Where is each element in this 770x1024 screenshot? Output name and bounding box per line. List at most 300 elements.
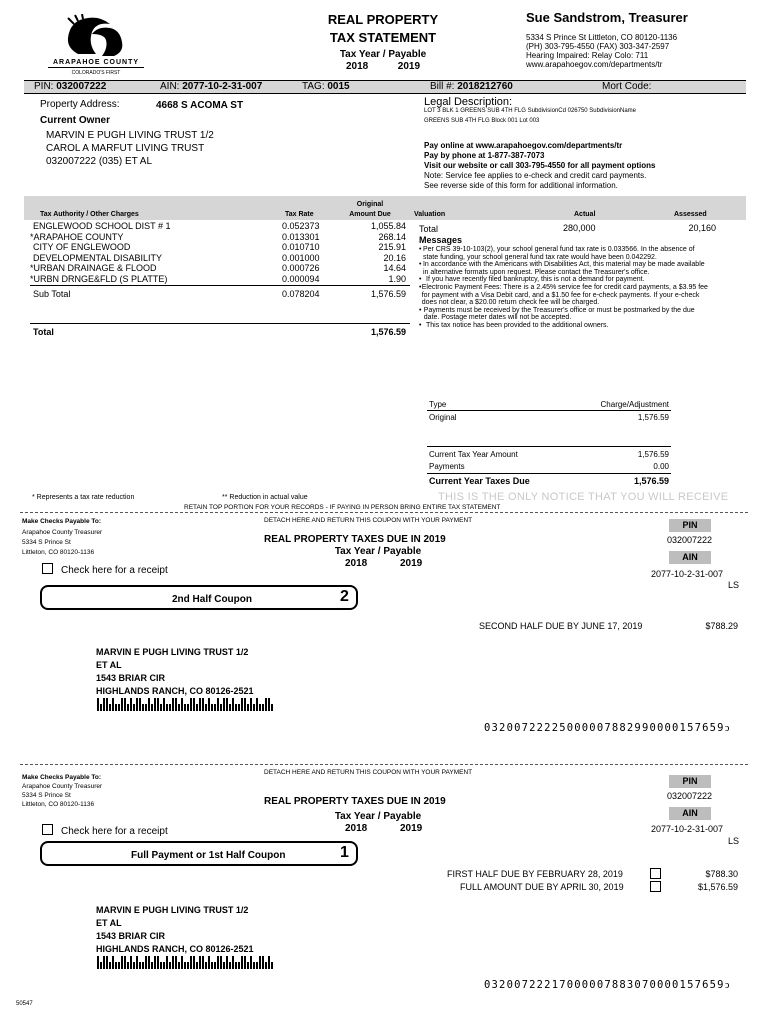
coupon2-pin: 032007222 bbox=[667, 535, 713, 545]
coupon2-tax-year-label: Tax Year / Payable bbox=[334, 546, 422, 557]
tax-rate: 0.000726 bbox=[282, 263, 320, 273]
barcode-bar bbox=[226, 698, 228, 711]
retain-notice: RETAIN TOP PORTION FOR YOUR RECORDS - IF PAYING IN PERSON BRING ENTIRE TAX STATEMENT bbox=[184, 504, 501, 511]
message-item: • This tax notice has been provided to the additional owners. bbox=[419, 321, 609, 329]
barcode-bar bbox=[124, 956, 126, 969]
barcode-bar bbox=[217, 698, 219, 711]
amount-due: 14.64 bbox=[383, 263, 406, 273]
coupon1-scanline: 03200722217000007883070000157659ↄ bbox=[484, 979, 731, 991]
coupon1-detach: DETACH HERE AND RETURN THIS COUPON WITH YOUR PAYMENT bbox=[264, 769, 473, 776]
summary-original-value: 1,576.59 bbox=[637, 413, 669, 422]
coupon2-due-amount: $788.29 bbox=[705, 621, 738, 631]
treasurer-website: www.arapahoegov.com/departments/tr bbox=[526, 60, 663, 69]
message-item: • Electronic Payment Fees: There is a 2.45% service fee for credit card payments, a $3.95 fee for payment with a Visa Debit card, and a $1.50 fee for e-check payments. If your e-check does not clear, a $20.00 return check fee will be charged. bbox=[419, 284, 711, 307]
barcode-bar bbox=[166, 704, 168, 711]
barcode-bar bbox=[130, 698, 132, 711]
barcode-bar bbox=[226, 956, 228, 969]
barcode-bar bbox=[97, 698, 99, 711]
barcode-bar bbox=[127, 704, 129, 711]
barcode-bar bbox=[118, 704, 120, 711]
coupon2-receipt-label: Check here for a receipt bbox=[61, 565, 168, 576]
barcode-bar bbox=[235, 704, 237, 711]
message-text: If you have recently filed bankruptcy, this is not a demand for payment. bbox=[426, 276, 645, 284]
barcode-bar bbox=[178, 962, 180, 969]
coupon2-scanline: 03200722225000007882990000157659ↄ bbox=[484, 722, 731, 734]
message-text: Payments must be received by the Treasurer's office or must be postmarked by the due date. Postage meter dates will not be accepted. bbox=[423, 306, 695, 322]
summary-original-label: Original bbox=[429, 413, 457, 422]
payable-year: 2019 bbox=[397, 61, 421, 72]
barcode-bar bbox=[190, 956, 192, 969]
col-amount-due: Amount Due bbox=[349, 211, 391, 218]
payments-value: 0.00 bbox=[653, 462, 669, 471]
barcode-bar bbox=[160, 962, 162, 969]
barcode-bar bbox=[241, 698, 243, 711]
table-row bbox=[30, 274, 410, 285]
col-valuation: Valuation bbox=[414, 211, 446, 218]
charges-table bbox=[30, 221, 410, 284]
coupon2-payee-1: Arapahoe County Treasurer bbox=[22, 529, 103, 536]
taxes-due-value: 1,576.59 bbox=[633, 476, 669, 486]
tax-year: 2018 bbox=[345, 61, 369, 72]
summary-charge-label: Charge/Adjustment bbox=[600, 400, 669, 409]
service-fee-note: Note: Service fee applies to e-check and credit card payments. bbox=[424, 171, 647, 180]
coupon1-payee-3: Littleton, CO 80120-1136 bbox=[22, 801, 95, 808]
barcode-bar bbox=[253, 704, 255, 711]
barcode-bar bbox=[169, 704, 171, 711]
county-logo bbox=[48, 14, 144, 76]
authority-name: *URBAN DRAINAGE & FLOOD bbox=[30, 263, 157, 273]
coupon1-full-checkbox[interactable] bbox=[650, 881, 661, 892]
coupon2-number: 2 bbox=[340, 588, 349, 605]
barcode-bar bbox=[262, 956, 264, 969]
coupon1-payable-year: 2019 bbox=[400, 823, 423, 834]
statement-title bbox=[298, 12, 468, 73]
bill-field bbox=[430, 81, 513, 93]
barcode-bar bbox=[256, 962, 258, 969]
owner-line-3: 032007222 (035) ET AL bbox=[46, 156, 153, 167]
mail-line-3: 1543 BRIAR CIR bbox=[96, 673, 166, 683]
barcode-bar bbox=[217, 956, 219, 969]
summary-rule-1 bbox=[427, 410, 671, 411]
col-assessed: Assessed bbox=[674, 211, 707, 218]
legal-description-label: Legal Description: bbox=[424, 96, 513, 108]
barcode-bar bbox=[151, 962, 153, 969]
barcode-bar bbox=[166, 956, 168, 969]
barcode-bar bbox=[265, 698, 267, 711]
messages-list bbox=[419, 246, 711, 330]
tax-rate: 0.010710 bbox=[282, 242, 320, 252]
barcode-bar bbox=[262, 704, 264, 711]
barcode-bar bbox=[205, 704, 207, 711]
barcode-bar bbox=[139, 698, 141, 711]
barcode-bar bbox=[115, 962, 117, 969]
barcode-bar bbox=[142, 962, 144, 969]
pay-options: Visit our website or call 303-795-4550 for all payment options bbox=[424, 161, 656, 170]
barcode-bar bbox=[157, 956, 159, 969]
barcode-bar bbox=[130, 956, 132, 969]
coupon2-ain-label: AIN bbox=[669, 551, 711, 564]
pin-label: PIN: bbox=[34, 81, 54, 92]
barcode-bar bbox=[250, 956, 252, 969]
coupon1-tax-year: 2018 bbox=[345, 823, 368, 834]
coupon2-payee-2: 5334 S Prince St bbox=[22, 539, 71, 546]
mort-code-label: Mort Code: bbox=[602, 81, 652, 92]
tag-value: 0015 bbox=[327, 81, 350, 92]
barcode-bar bbox=[151, 704, 153, 711]
barcode-bar bbox=[97, 956, 99, 969]
coupon2-receipt-checkbox[interactable] bbox=[42, 563, 53, 574]
barcode-bar bbox=[196, 962, 198, 969]
table-row bbox=[30, 242, 410, 253]
barcode-bar bbox=[169, 962, 171, 969]
coupon1-payee-2: 5334 S Prince St bbox=[22, 792, 71, 799]
coupon1-ls: LS bbox=[728, 836, 740, 846]
valuation-assessed: 20,160 bbox=[688, 223, 716, 233]
coupon1-postal-barcode bbox=[97, 956, 273, 969]
treasurer-block bbox=[526, 10, 756, 69]
coupon1-first-half-checkbox[interactable] bbox=[650, 868, 661, 879]
barcode-bar bbox=[187, 704, 189, 711]
barcode-bar bbox=[115, 704, 117, 711]
barcode-bar bbox=[229, 962, 231, 969]
barcode-bar bbox=[214, 704, 216, 711]
message-item: • If you have recently filed bankruptcy, this is not a demand for payment. bbox=[419, 276, 645, 284]
table-row bbox=[30, 253, 410, 264]
barcode-bar bbox=[223, 698, 225, 711]
barcode-bar bbox=[265, 962, 267, 969]
coupon2-box bbox=[40, 585, 358, 610]
subtotal-label: Sub Total bbox=[33, 289, 71, 299]
coupon1-ain-label: AIN bbox=[669, 807, 711, 820]
county-name: ARAPAHOE COUNTY bbox=[52, 59, 140, 66]
message-text: Electronic Payment Fees: There is a 2.45% service fee for credit card payments, a $3.95 fee for payment with a Visa Debit card, and a $1.50 fee for e-check payments. If your e-check does not clear, a $20.00 return check fee will be charged. bbox=[421, 283, 708, 307]
coupon2-mail-address bbox=[96, 646, 254, 698]
bill-label: Bill #: bbox=[430, 81, 455, 92]
coupon1-pin-label: PIN bbox=[669, 775, 711, 788]
barcode-bar bbox=[268, 956, 270, 969]
barcode-bar bbox=[106, 698, 108, 711]
owner-line-2: CAROL A MARFUT LIVING TRUST bbox=[46, 143, 205, 154]
taxes-due-label: Current Year Taxes Due bbox=[429, 476, 530, 486]
barcode-bar bbox=[133, 962, 135, 969]
barcode-bar bbox=[103, 698, 105, 711]
only-notice: THIS IS THE ONLY NOTICE THAT YOU WILL RECEIVE bbox=[438, 491, 729, 503]
barcode-bar bbox=[232, 956, 234, 969]
coupon1-full-amount: $1,576.59 bbox=[697, 882, 738, 892]
amount-due: 215.91 bbox=[378, 242, 406, 252]
form-number: 50547 bbox=[16, 1001, 33, 1007]
barcode-bar bbox=[145, 704, 147, 711]
barcode-bar bbox=[157, 698, 159, 711]
ain-label: AIN: bbox=[160, 81, 180, 92]
barcode-bar bbox=[190, 698, 192, 711]
barcode-bar bbox=[238, 962, 240, 969]
mail-line-2: ET AL bbox=[96, 660, 122, 670]
barcode-bar bbox=[220, 704, 222, 711]
barcode-bar bbox=[187, 962, 189, 969]
tax-rate: 0.000094 bbox=[282, 273, 320, 284]
barcode-bar bbox=[136, 956, 138, 969]
tax-rate: 0.001000 bbox=[282, 252, 320, 263]
barcode-bar bbox=[172, 698, 174, 711]
barcode-bar bbox=[109, 962, 111, 969]
barcode-bar bbox=[208, 956, 210, 969]
barcode-bar bbox=[268, 698, 270, 711]
barcode-bar bbox=[232, 698, 234, 711]
barcode-bar bbox=[250, 698, 252, 711]
coupon1-number: 1 bbox=[340, 844, 349, 861]
coupon2-heading: REAL PROPERTY TAXES DUE IN 2019 bbox=[264, 534, 446, 545]
barcode-bar bbox=[202, 956, 204, 969]
county-seal-icon bbox=[48, 14, 144, 60]
barcode-bar bbox=[121, 956, 123, 969]
barcode-bar bbox=[199, 698, 201, 711]
barcode-bar bbox=[247, 962, 249, 969]
barcode-bar bbox=[127, 962, 129, 969]
barcode-bar bbox=[100, 962, 102, 969]
coupon2-ls: LS bbox=[728, 580, 740, 590]
pin-value: 032007222 bbox=[56, 81, 107, 92]
coupon2-payee-3: Littleton, CO 80120-1136 bbox=[22, 549, 95, 556]
coupon1-label: Full Payment or 1st Half Coupon bbox=[131, 850, 286, 861]
barcode-bar bbox=[103, 956, 105, 969]
barcode-bar bbox=[211, 962, 213, 969]
ain-value: 2077-10-2-31-007 bbox=[182, 81, 263, 92]
barcode-bar bbox=[100, 704, 102, 711]
barcode-bar bbox=[112, 956, 114, 969]
message-text: Per CRS 39-10-103(2), your school general fund tax rate is 0.033566. In the absence of state funding, your school general fund tax rate would have been 0.042292. bbox=[422, 246, 695, 261]
barcode-bar bbox=[121, 698, 123, 711]
message-item: • In accordance with the Americans with Disabilities Act, this material may be made available in alternative formats upon request. Please contact the Treasurer's office. bbox=[419, 261, 711, 276]
tax-rate: 0.052373 bbox=[282, 221, 320, 231]
coupon1-box bbox=[40, 841, 358, 866]
coupon2-pin-label: PIN bbox=[669, 519, 711, 532]
barcode-bar bbox=[193, 698, 195, 711]
col-authority: Tax Authority / Other Charges bbox=[40, 211, 139, 218]
message-text: In accordance with the Americans with Disabilities Act, this material may be made available in alternative formats upon request. Please contact the Treasurer's office. bbox=[422, 261, 705, 276]
pin-field bbox=[34, 81, 106, 93]
tax-rate-reduction-note: * Represents a tax rate reduction bbox=[32, 494, 135, 501]
barcode-bar bbox=[148, 956, 150, 969]
pay-online: Pay online at www.arapahoegov.com/departments/tr bbox=[424, 141, 623, 150]
barcode-bar bbox=[118, 962, 120, 969]
mail-line-1: MARVIN E PUGH LIVING TRUST 1/2 bbox=[96, 647, 249, 657]
barcode-bar bbox=[271, 704, 273, 711]
coupon2-tax-year: 2018 bbox=[345, 558, 368, 569]
coupon1-first-half-line: FIRST HALF DUE BY FEBRUARY 28, 2019 bbox=[447, 869, 623, 879]
barcode-bar bbox=[178, 704, 180, 711]
barcode-bar bbox=[106, 956, 108, 969]
payment-info bbox=[424, 141, 754, 191]
current-owner-label: Current Owner bbox=[40, 115, 111, 126]
barcode-bar bbox=[181, 698, 183, 711]
col-actual: Actual bbox=[574, 211, 596, 218]
barcode-bar bbox=[205, 962, 207, 969]
title-line-1: REAL PROPERTY bbox=[327, 12, 439, 27]
table-row bbox=[30, 232, 410, 243]
coupon1-receipt-checkbox[interactable] bbox=[42, 824, 53, 835]
coupon2-postal-barcode bbox=[97, 698, 273, 711]
barcode-bar bbox=[133, 704, 135, 711]
coupon1-first-half-amount: $788.30 bbox=[705, 869, 738, 879]
mail-line-1: MARVIN E PUGH LIVING TRUST 1/2 bbox=[96, 905, 249, 915]
coupon2-ain: 2077-10-2-31-007 bbox=[651, 569, 724, 579]
barcode-bar bbox=[229, 704, 231, 711]
authority-name: *ARAPAHOE COUNTY bbox=[30, 231, 124, 242]
barcode-bar bbox=[184, 704, 186, 711]
table-row bbox=[30, 221, 410, 232]
payments-label: Payments bbox=[429, 462, 465, 471]
message-item: • Payments must be received by the Treasurer's office or must be postmarked by the due date. Postage meter dates will not be accepted. bbox=[419, 307, 711, 322]
treasurer-relay: Hearing Impaired: Relay Colo: 711 bbox=[526, 51, 649, 60]
barcode-bar bbox=[220, 956, 222, 969]
coupon2-payable-year: 2019 bbox=[400, 558, 423, 569]
treasurer-phone: (PH) 303-795-4550 (FAX) 303-347-2597 bbox=[526, 42, 670, 51]
barcode-bar bbox=[196, 704, 198, 711]
barcode-bar bbox=[193, 956, 195, 969]
barcode-bar bbox=[160, 704, 162, 711]
barcode-bar bbox=[235, 962, 237, 969]
barcode-bar bbox=[244, 698, 246, 711]
pay-phone: Pay by phone at 1-877-387-7073 bbox=[424, 151, 545, 160]
tag-label: TAG: bbox=[302, 81, 325, 92]
amount-due: 1,055.84 bbox=[370, 221, 406, 231]
authority-name: *URBN DRNGE&FLD (S PLATTE) bbox=[30, 273, 168, 284]
tax-rate: 0.013301 bbox=[282, 231, 320, 242]
summary-type-label: Type bbox=[429, 400, 447, 409]
barcode-bar bbox=[208, 698, 210, 711]
coupon1-checks-label: Make Checks Payable To: bbox=[22, 774, 101, 781]
coupon1-mail-address bbox=[96, 904, 254, 956]
barcode-bar bbox=[253, 962, 255, 969]
barcode-bar bbox=[181, 956, 183, 969]
detach-line-2 bbox=[20, 764, 748, 765]
total-amount: 1,576.59 bbox=[370, 327, 406, 337]
amount-due: 20.16 bbox=[383, 252, 406, 263]
barcode-bar bbox=[223, 962, 225, 969]
barcode-bar bbox=[244, 956, 246, 969]
total-label: Total bbox=[33, 327, 54, 337]
valuation-total-label: Total bbox=[419, 224, 439, 234]
col-rate: Tax Rate bbox=[285, 211, 314, 218]
coupon2-checks-label: Make Checks Payable To: bbox=[22, 518, 101, 525]
coupon2-detach: DETACH HERE AND RETURN THIS COUPON WITH YOUR PAYMENT bbox=[264, 517, 473, 524]
mail-line-4: HIGHLANDS RANCH, CO 80126-2521 bbox=[96, 686, 254, 696]
barcode-bar bbox=[136, 698, 138, 711]
mail-line-3: 1543 BRIAR CIR bbox=[96, 931, 166, 941]
coupon1-heading: REAL PROPERTY TAXES DUE IN 2019 bbox=[264, 796, 446, 807]
barcode-bar bbox=[148, 698, 150, 711]
barcode-bar bbox=[163, 962, 165, 969]
barcode-bar bbox=[256, 698, 258, 711]
col-original: Original bbox=[356, 201, 384, 208]
barcode-bar bbox=[271, 962, 273, 969]
treasurer-name: Sue Sandstrom, Treasurer bbox=[526, 10, 688, 25]
barcode-bar bbox=[247, 704, 249, 711]
ain-field bbox=[160, 81, 262, 93]
barcode-bar bbox=[259, 956, 261, 969]
barcode-bar bbox=[214, 962, 216, 969]
barcode-bar bbox=[139, 962, 141, 969]
authority-name: ENGLEWOOD SCHOOL DIST # 1 bbox=[33, 221, 171, 231]
actual-value-reduction-note: ** Reduction in actual value bbox=[222, 494, 308, 501]
subtotal-amount: 1,576.59 bbox=[370, 289, 406, 299]
message-text: This tax notice has been provided to the additional owners. bbox=[426, 321, 609, 329]
authority-name: CITY OF ENGLEWOOD bbox=[33, 242, 131, 252]
mail-line-2: ET AL bbox=[96, 918, 122, 928]
tag-field bbox=[302, 81, 350, 93]
barcode-bar bbox=[259, 704, 261, 711]
tax-year-values bbox=[298, 61, 468, 73]
see-reverse-note: See reverse side of this form for additional information. bbox=[424, 181, 618, 190]
current-tax-value: 1,576.59 bbox=[637, 450, 669, 459]
valuation-actual: 280,000 bbox=[563, 223, 596, 233]
treasurer-address: 5334 S Prince St Littleton, CO 80120-1136 bbox=[526, 33, 678, 42]
summary-rule-2 bbox=[427, 446, 671, 447]
legal-description-line-1: LOT 3 BLK 1 GREENS SUB 4TH FLG SubdivisionCd 026750 SubdivisionName bbox=[424, 108, 636, 114]
tax-year-label: Tax Year / Payable bbox=[339, 49, 427, 60]
barcode-bar bbox=[142, 704, 144, 711]
county-tagline: COLORADO'S FIRST bbox=[71, 70, 121, 76]
subtotal-rule bbox=[30, 285, 410, 286]
coupon2-label: 2nd Half Coupon bbox=[172, 594, 252, 605]
property-address-label: Property Address: bbox=[40, 99, 120, 110]
coupon2-due-line: SECOND HALF DUE BY JUNE 17, 2019 bbox=[479, 621, 643, 631]
barcode-bar bbox=[154, 698, 156, 711]
barcode-bar bbox=[184, 962, 186, 969]
barcode-bar bbox=[175, 698, 177, 711]
coupon1-ain: 2077-10-2-31-007 bbox=[651, 824, 724, 834]
amount-due: 268.14 bbox=[378, 231, 406, 242]
coupon1-tax-year-label: Tax Year / Payable bbox=[334, 811, 422, 822]
barcode-bar bbox=[154, 956, 156, 969]
barcode-bar bbox=[124, 698, 126, 711]
table-row bbox=[30, 263, 410, 274]
barcode-bar bbox=[145, 956, 147, 969]
logo-rule bbox=[48, 67, 144, 68]
barcode-bar bbox=[199, 956, 201, 969]
barcode-bar bbox=[238, 704, 240, 711]
property-address: 4668 S ACOMA ST bbox=[156, 100, 244, 111]
coupon1-payee-1: Arapahoe County Treasurer bbox=[22, 783, 103, 790]
message-item: • Per CRS 39-10-103(2), your school general fund tax rate is 0.033566. In the absence of state funding, your school general fund tax rate would have been 0.042292. bbox=[419, 246, 711, 261]
barcode-bar bbox=[112, 698, 114, 711]
barcode-bar bbox=[211, 704, 213, 711]
total-rule bbox=[30, 323, 410, 324]
messages-title: Messages bbox=[419, 235, 463, 245]
current-tax-label: Current Tax Year Amount bbox=[429, 450, 518, 459]
summary-rule-3 bbox=[427, 473, 671, 474]
coupon1-pin: 032007222 bbox=[667, 791, 713, 801]
title-line-2: TAX STATEMENT bbox=[329, 30, 437, 45]
legal-description-line-2: GREENS SUB 4TH FLG Block 001 Lot 003 bbox=[424, 118, 540, 124]
authority-name: DEVELOPMENTAL DISABILITY bbox=[33, 252, 163, 263]
barcode-bar bbox=[175, 956, 177, 969]
owner-line-1: MARVIN E PUGH LIVING TRUST 1/2 bbox=[46, 130, 214, 141]
detach-line-1 bbox=[20, 512, 748, 513]
coupon1-full-line: FULL AMOUNT DUE BY APRIL 30, 2019 bbox=[460, 882, 624, 892]
barcode-bar bbox=[109, 704, 111, 711]
coupon1-receipt-label: Check here for a receipt bbox=[61, 826, 168, 837]
barcode-bar bbox=[202, 698, 204, 711]
subtotal-rate: 0.078204 bbox=[282, 289, 320, 299]
barcode-bar bbox=[172, 956, 174, 969]
amount-due: 1.90 bbox=[388, 273, 406, 284]
barcode-bar bbox=[163, 698, 165, 711]
barcode-bar bbox=[241, 956, 243, 969]
bill-value: 2018212760 bbox=[457, 81, 513, 92]
mail-line-4: HIGHLANDS RANCH, CO 80126-2521 bbox=[96, 944, 254, 954]
